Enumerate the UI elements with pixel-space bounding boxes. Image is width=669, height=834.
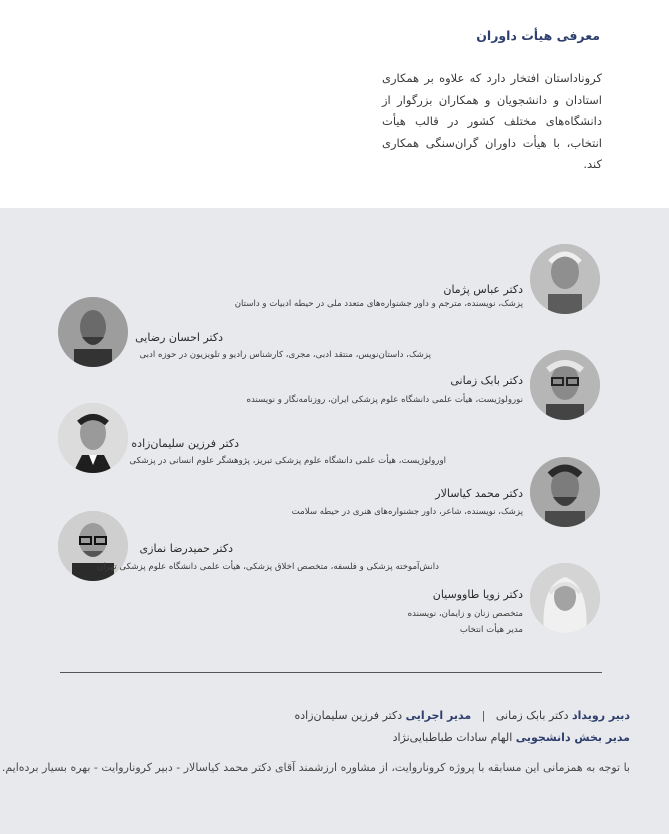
judge-name-7: دکتر زویا طاووسیان <box>432 588 523 601</box>
acknowledgement-note: با توجه به همزمانی این مسابقه با پروژه کروناروایت، از مشاوره ارزشمند آقای دکتر محمد کیاسالار - دبیر کروناروایت - بهره بسیار برده‌ایم. <box>1 761 630 774</box>
judge-photo-2 <box>58 297 128 367</box>
section-title: معرفی هیأت داوران <box>476 28 600 43</box>
judge-name-3: دکتر بابک زمانی <box>450 374 523 387</box>
judge-photo-4 <box>58 403 128 473</box>
judge-desc-6: دانش‌آموخته پزشکی و فلسفه، متخصص اخلاق پزشکی، هیأت علمی دانشگاه علوم پزشکی تهران <box>96 562 439 572</box>
secretary-name: دکتر بابک زمانی <box>495 709 569 722</box>
credits-separator: | <box>481 709 486 722</box>
credits-line-2 <box>393 731 630 744</box>
judge-photo-3 <box>530 350 600 420</box>
judge-desc-7-role: مدیر هیأت انتخاب <box>459 625 523 635</box>
judge-photo-5 <box>530 457 600 527</box>
judge-name-5: دکتر محمد کیاسالار <box>435 487 523 500</box>
secretary-role: دبیر رویداد <box>571 709 630 722</box>
student-name: الهام سادات طباطبایی‌نژاد <box>392 731 513 744</box>
judge-desc-2: پزشک، داستان‌نویس، منتقد ادبی، مجری، کارشناس رادیو و تلویزیون در حوزه ادبی <box>139 350 431 360</box>
executive-name: دکتر فرزین سلیمان‌زاده <box>294 709 403 722</box>
judge-desc-3: نورولوژیست، هیأت علمی دانشگاه علوم پزشکی ایران، روزنامه‌نگار و نویسنده <box>246 395 523 405</box>
intro-paragraph: کروناداستان افتخار دارد که علاوه بر همکاری استادان و دانشجویان و همکاران بزرگوار از دانشگاه‌های مختلف کشور در قالب هیأت انتخاب، با هیأت داوران گران‌سنگی همکاری کند. <box>382 71 602 171</box>
divider-line <box>60 672 602 673</box>
judge-name-2: دکتر احسان رضایی <box>135 331 223 344</box>
judge-name-1: دکتر عباس پژمان <box>443 283 523 296</box>
student-role: مدیر بخش دانشجویی <box>515 731 630 744</box>
judge-desc-5: پزشک، نویسنده، شاعر، داور جشنواره‌های هنری در حیطه سلامت <box>291 507 523 517</box>
judge-desc-4: اورولوژیست، هیأت علمی دانشگاه علوم پزشکی تبریز، پژوهشگر علوم انسانی در پزشکی <box>129 456 446 466</box>
judge-name-4: دکتر فرزین سلیمان‌زاده <box>131 437 239 450</box>
judge-desc-7: متخصص زنان و زایمان، نویسنده <box>407 609 523 619</box>
judge-desc-1: پزشک، نویسنده، مترجم و داور جشنواره‌های متعدد ملی در حیطه ادبیات و داستان <box>234 299 523 309</box>
intro-section <box>0 0 669 208</box>
judge-photo-7 <box>530 563 600 633</box>
executive-role: مدیر اجرایی <box>405 709 472 722</box>
credits-line-1 <box>295 709 631 722</box>
judge-photo-1 <box>530 244 600 314</box>
judge-name-6: دکتر حمیدرضا نمازی <box>139 542 233 555</box>
